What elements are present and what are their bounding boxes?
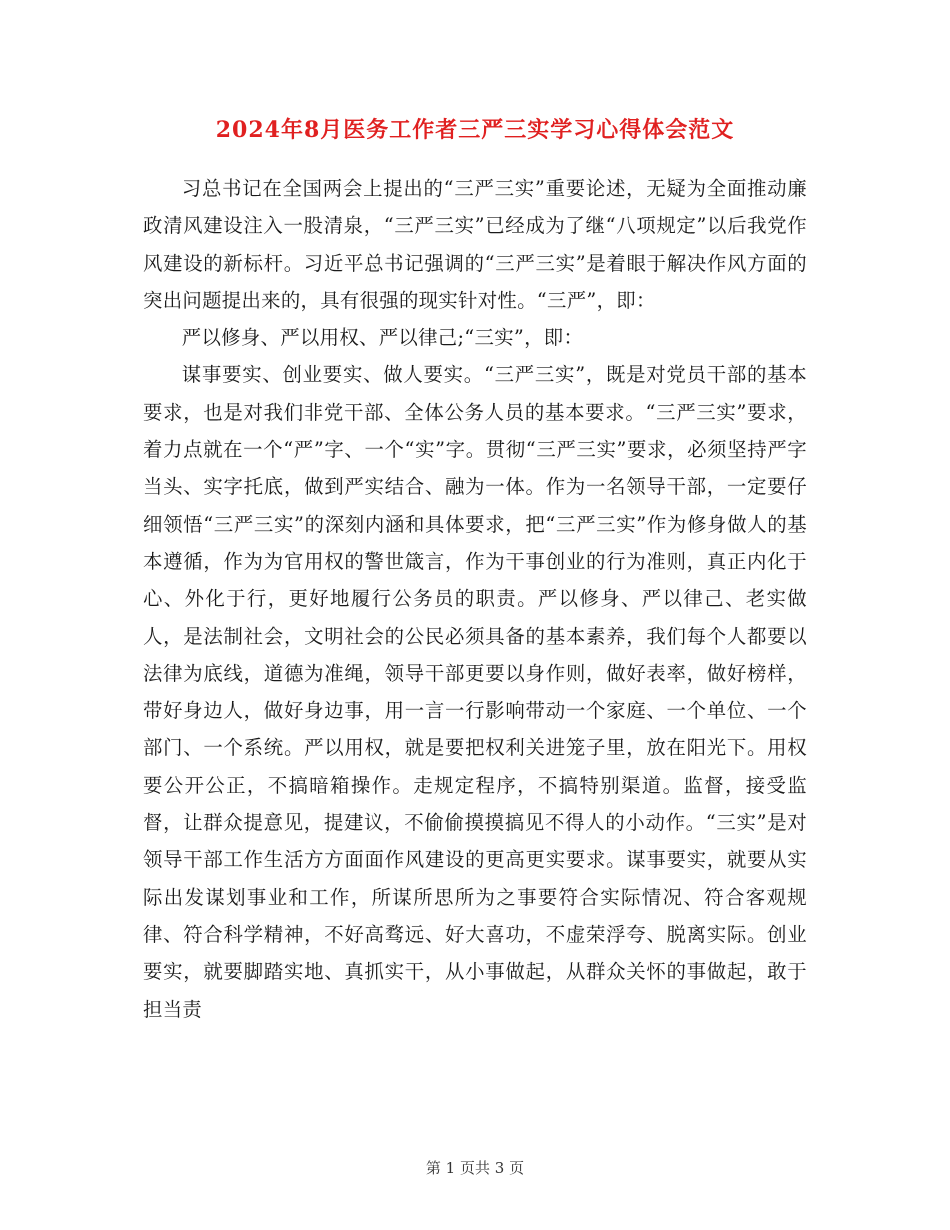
paragraph-three-strict: 严以修身、严以用权、严以律己;“三实”，即： [181, 326, 584, 350]
paragraph-three-solid: 谋事要实、创业要实、做人要实。“三严三实”，既是对党员干部的基本要求，也是对我们非党干部、全体公务人员的基本要求。“三严三实”要求，着力点就在一个“严”字、一个“实”字。贯彻“三严三实”要求，必须坚持严字当头、实字托底，做到严实结合、融为一体。作为一名领导干部，一定要仔细领悟“三严三实”的深刻内涵和具体要求，把“三严三实”作为修身做人的基本遵循，作为为官用权的警世箴言，作为干事创业的行为准则，真正内化于心、外化于行，更好地履行公务员的职责。严以修身、严以律己、老实做人，是法制社会，文明社会的公民必须具备的基本素养，我们每个人都要以法律为底线，道德为准绳，领导干部更要以身作则，做好表率，做好榜样，带好身边人，做好身边事，用一言一行影响带动一个家庭、一个单位、一个部门、一个系统。严以用权，就是要把权利关进笼子里，放在阳光下。用权要公开公正，不搞暗箱操作。走规定程序，不搞特别渠道。监督，接受监督，让群众提意见，提建议，不偷偷摸摸搞见不得人的小动作。“三实”是对领导干部工作生活方方面面作风建设的更高更实要求。谋事要实，就要从实际出发谋划事业和工作，所谋所思所为之事要符合实际情况、符合客观规律、符合科学精神，不好高骛远、好大喜功，不虚荣浮夸、脱离实际。创业要实，就要脚踏实地、真抓实干，从小事做起，从群众关怀的事做起，敢于担当责 [143, 363, 807, 1021]
document-body [143, 170, 807, 1028]
page-number-footer: 第 1 页共 3 页 [425, 1159, 525, 1177]
paragraph-intro: 习总书记在全国两会上提出的“三严三实”重要论述，无疑为全面推动廉政清风建设注入一股清泉，“三严三实”已经成为了继“八项规定”以后我党作风建设的新标杆。习近平总书记强调的“三严三实”是着眼于解决作风方面的突出问题提出来的，具有很强的现实针对性。“三严”，即： [143, 177, 807, 312]
document-title: 2024年8月医务工作者三严三实学习心得体会范文 [215, 117, 735, 143]
